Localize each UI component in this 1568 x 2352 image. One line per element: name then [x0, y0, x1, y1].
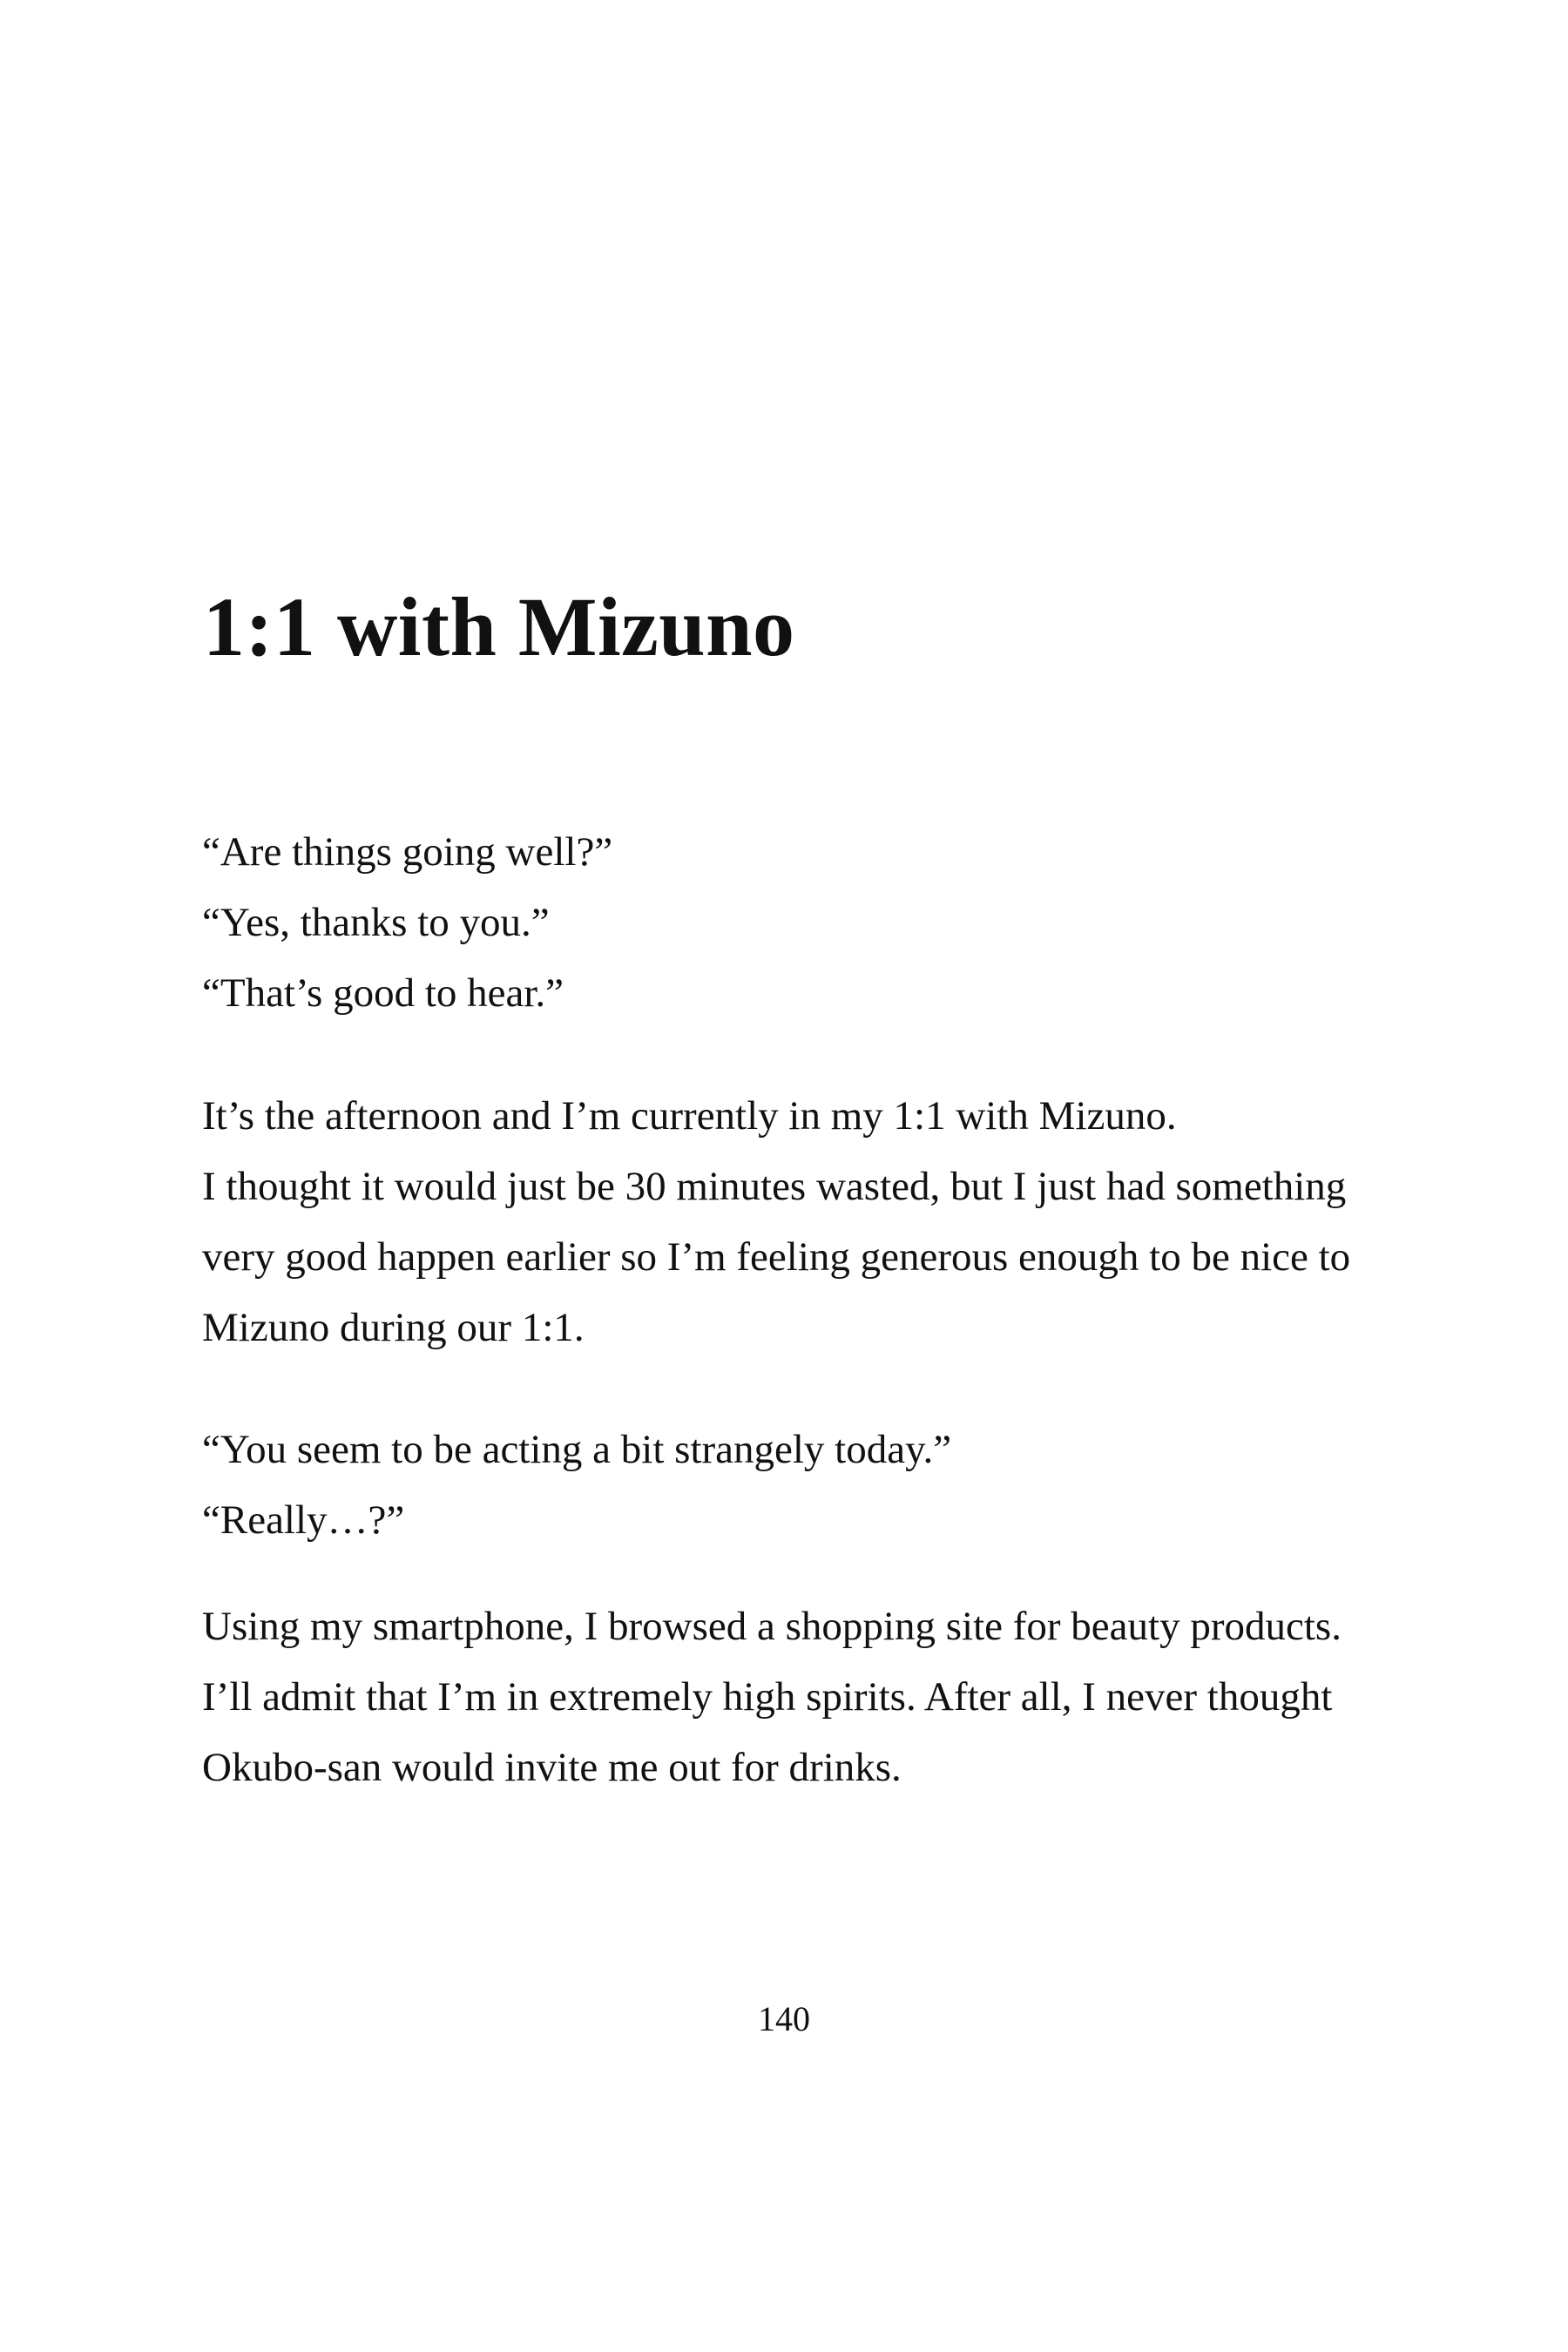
- paragraph-dialogue-strange: [202, 1415, 1439, 1556]
- paragraph-dialogue-opening: [202, 817, 1439, 1029]
- text-line: I thought it would just be 30 minutes wasted, but I just had something: [202, 1164, 1347, 1209]
- paragraph-narration-afternoon: [202, 1081, 1439, 1363]
- text-line: I’ll admit that I’m in extremely high spirits. After all, I never thought: [202, 1674, 1333, 1720]
- paragraph-narration-smartphone: [202, 1592, 1439, 1803]
- text-line: very good happen earlier so I’m feeling generous enough to be nice to: [202, 1234, 1351, 1280]
- text-line: Using my smartphone, I browsed a shopping site for beauty products.: [202, 1604, 1342, 1649]
- text-line: “Are things going well?”: [202, 829, 613, 875]
- text-line: “Yes, thanks to you.”: [202, 900, 550, 945]
- text-line: Okubo-san would invite me out for drinks.: [202, 1745, 902, 1790]
- text-line: “That’s good to hear.”: [202, 970, 564, 1016]
- text-line: It’s the afternoon and I’m currently in my 1:1 with Mizuno.: [202, 1093, 1177, 1139]
- text-line: “You seem to be acting a bit strangely today.”: [202, 1427, 952, 1472]
- page-number: 140: [758, 1999, 810, 2038]
- chapter-title: 1:1 with Mizuno: [203, 580, 795, 673]
- text-line: “Really…?”: [202, 1497, 405, 1543]
- text-line: Mizuno during our 1:1.: [202, 1305, 585, 1350]
